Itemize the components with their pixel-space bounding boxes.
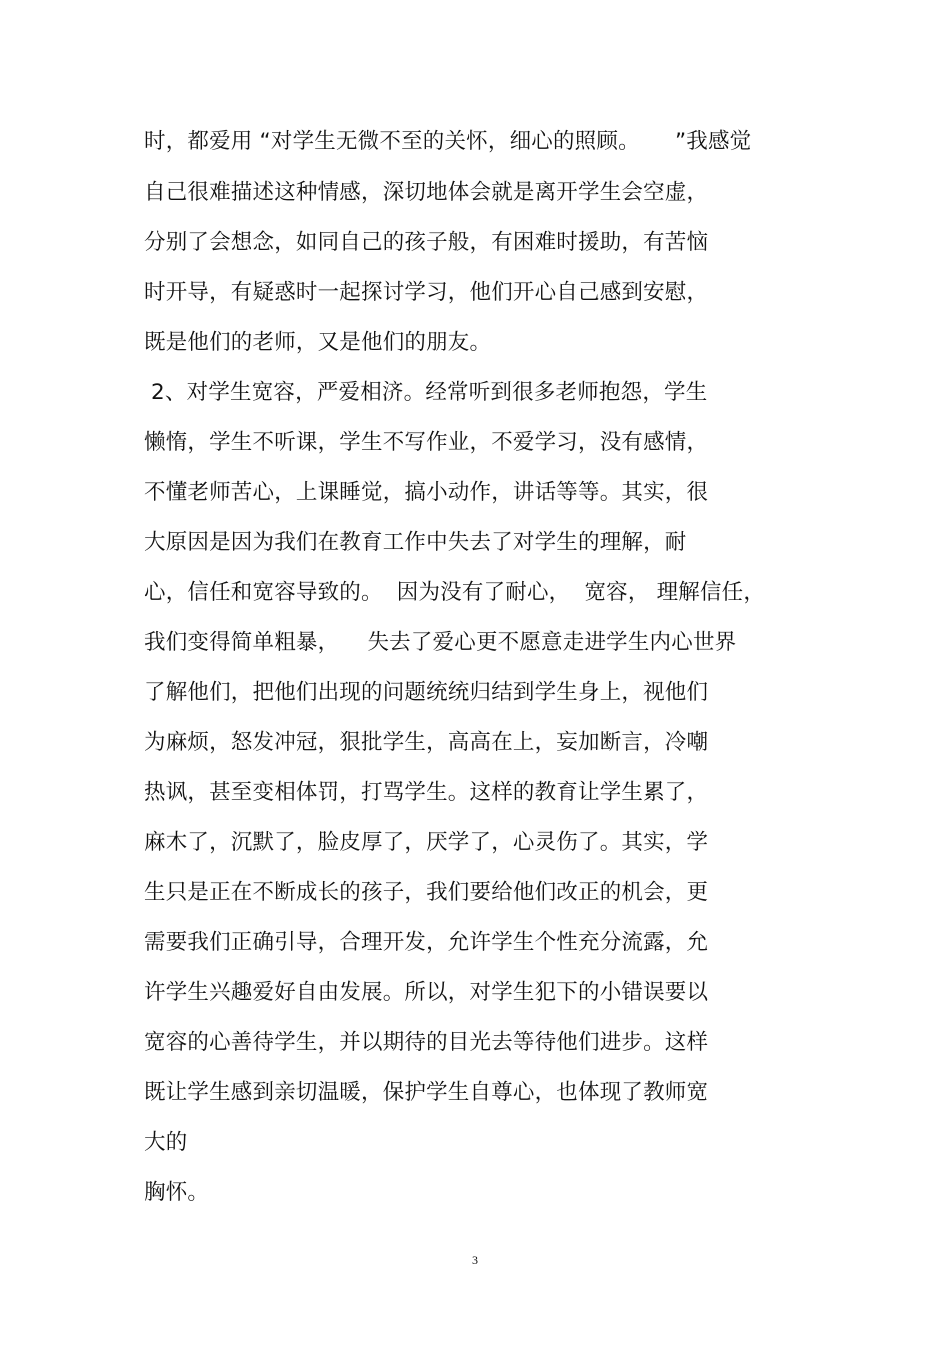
page-number: 3 (472, 1253, 478, 1267)
text-line: 热讽，甚至变相体罚，打骂学生。这样的教育让学生累了， (144, 780, 709, 805)
text-line: 宽容的心善待学生，并以期待的目光去等待他们进步。这样 (144, 1030, 709, 1055)
text-line: 不懂老师苦心，上课睡觉，搞小动作，讲话等等。其实，很 (144, 480, 709, 505)
text-line: 了解他们，把他们出现的问题统统归结到学生身上，视他们 (144, 680, 709, 705)
text-line: 需要我们正确引导，合理开发，允许学生个性充分流露，允 (144, 930, 709, 955)
text-line: 时开导，有疑惑时一起探讨学习，他们开心自己感到安慰， (144, 280, 709, 305)
text-line: 懒惰，学生不听课，学生不写作业，不爱学习，没有感情， (144, 430, 709, 455)
text-line: 既是他们的老师，又是他们的朋友。 (144, 330, 492, 355)
text-line: 大原因是因为我们在教育工作中失去了对学生的理解，耐 (144, 530, 687, 555)
text-line: 2、对学生宽容，严爱相济。经常听到很多老师抱怨，学生 (144, 380, 708, 405)
text-line: 胸怀。 (144, 1180, 210, 1205)
text-line: 心，信任和宽容导致的。 因为没有了耐心， 宽容， 理解信任， (144, 580, 766, 605)
text-line: 生只是正在不断成长的孩子，我们要给他们改正的机会，更 (144, 880, 709, 905)
text-line: 分别了会想念，如同自己的孩子般，有困难时援助，有苦恼 (144, 230, 709, 255)
text-line: 麻木了，沉默了，脸皮厚了，厌学了，心灵伤了。其实，学 (144, 830, 709, 855)
text-line: 既让学生感到亲切温暖，保护学生自尊心，也体现了教师宽 (144, 1080, 709, 1105)
text-line: 时，都爱用 “对学生无微不至的关怀，细心的照顾。 ”我感觉 (144, 129, 752, 154)
text-line: 我们变得简单粗暴， 失去了爱心更不愿意走进学生内心世界 (144, 630, 737, 655)
text-line: 大的 (144, 1130, 188, 1155)
text-line: 许学生兴趣爱好自由发展。所以，对学生犯下的小错误要以 (144, 980, 709, 1005)
text-line: 为麻烦，怒发冲冠，狠批学生，高高在上，妄加断言，冷嘲 (144, 730, 709, 755)
text-line: 自己很难描述这种情感，深切地体会就是离开学生会空虚， (144, 180, 709, 205)
